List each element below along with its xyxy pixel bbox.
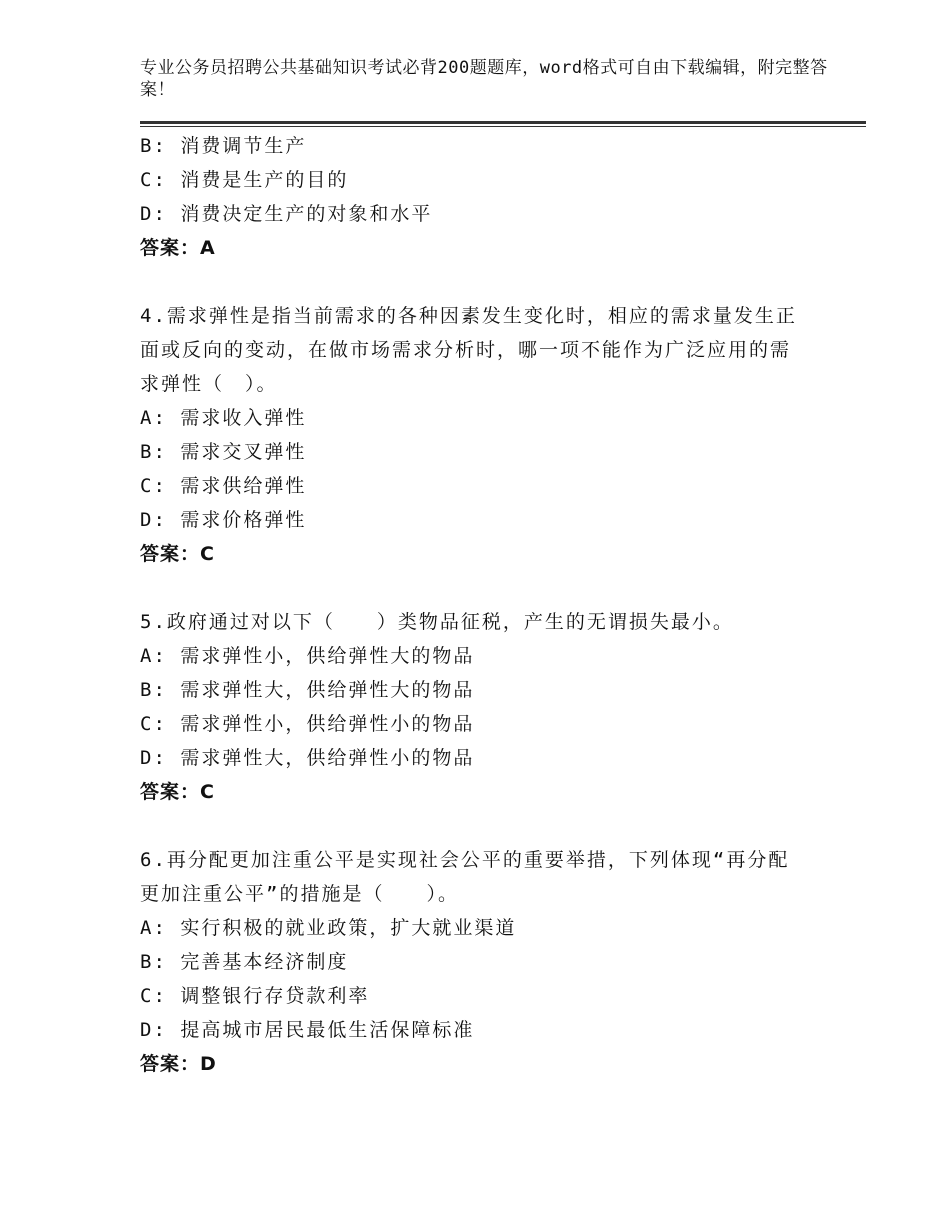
page-header: 专业公务员招聘公共基础知识考试必背200题题库，word格式可自由下载编辑，附完整答案！ (140, 58, 828, 100)
option-a: A: 需求弹性小，供给弹性大的物品 (140, 645, 475, 667)
answer-label: 答案：C (140, 543, 215, 565)
option-b: B: 完善基本经济制度 (140, 951, 349, 973)
question-6 (140, 843, 860, 1081)
option-d: D: 需求价格弹性 (140, 509, 307, 531)
option-c: C: 需求弹性小，供给弹性小的物品 (140, 713, 475, 735)
header-rule-thin (140, 126, 866, 127)
document-body (140, 129, 860, 1081)
option-d: D: 需求弹性大，供给弹性小的物品 (140, 747, 475, 769)
option-a: A: 实行积极的就业政策，扩大就业渠道 (140, 917, 517, 939)
option-c: C: 消费是生产的目的 (140, 169, 349, 191)
question-text: 4.需求弹性是指当前需求的各种因素发生变化时，相应的需求量发生正面或反向的变动，在做市场需求分析时，哪一项不能作为广泛应用的需求弹性（ ）。 (140, 305, 797, 395)
question-text: 5.政府通过对以下（ ）类物品征税，产生的无谓损失最小。 (140, 611, 734, 633)
question-4 (140, 299, 860, 571)
option-d: D: 消费决定生产的对象和水平 (140, 203, 433, 225)
header-rule-thick (140, 121, 866, 124)
option-b: B: 需求交叉弹性 (140, 441, 307, 463)
question-text: 6.再分配更加注重公平是实现社会公平的重要举措，下列体现“再分配更加注重公平”的措施是（ ）。 (140, 849, 790, 905)
question-5 (140, 605, 860, 809)
option-b: B: 消费调节生产 (140, 135, 307, 157)
answer-label: 答案：D (140, 1053, 217, 1075)
continued-question (140, 129, 860, 265)
option-a: A: 需求收入弹性 (140, 407, 307, 429)
option-b: B: 需求弹性大，供给弹性大的物品 (140, 679, 475, 701)
option-c: C: 调整银行存贷款利率 (140, 985, 370, 1007)
option-d: D: 提高城市居民最低生活保障标准 (140, 1019, 475, 1041)
answer-label: 答案：C (140, 781, 215, 803)
option-c: C: 需求供给弹性 (140, 475, 307, 497)
answer-label: 答案：A (140, 237, 216, 259)
